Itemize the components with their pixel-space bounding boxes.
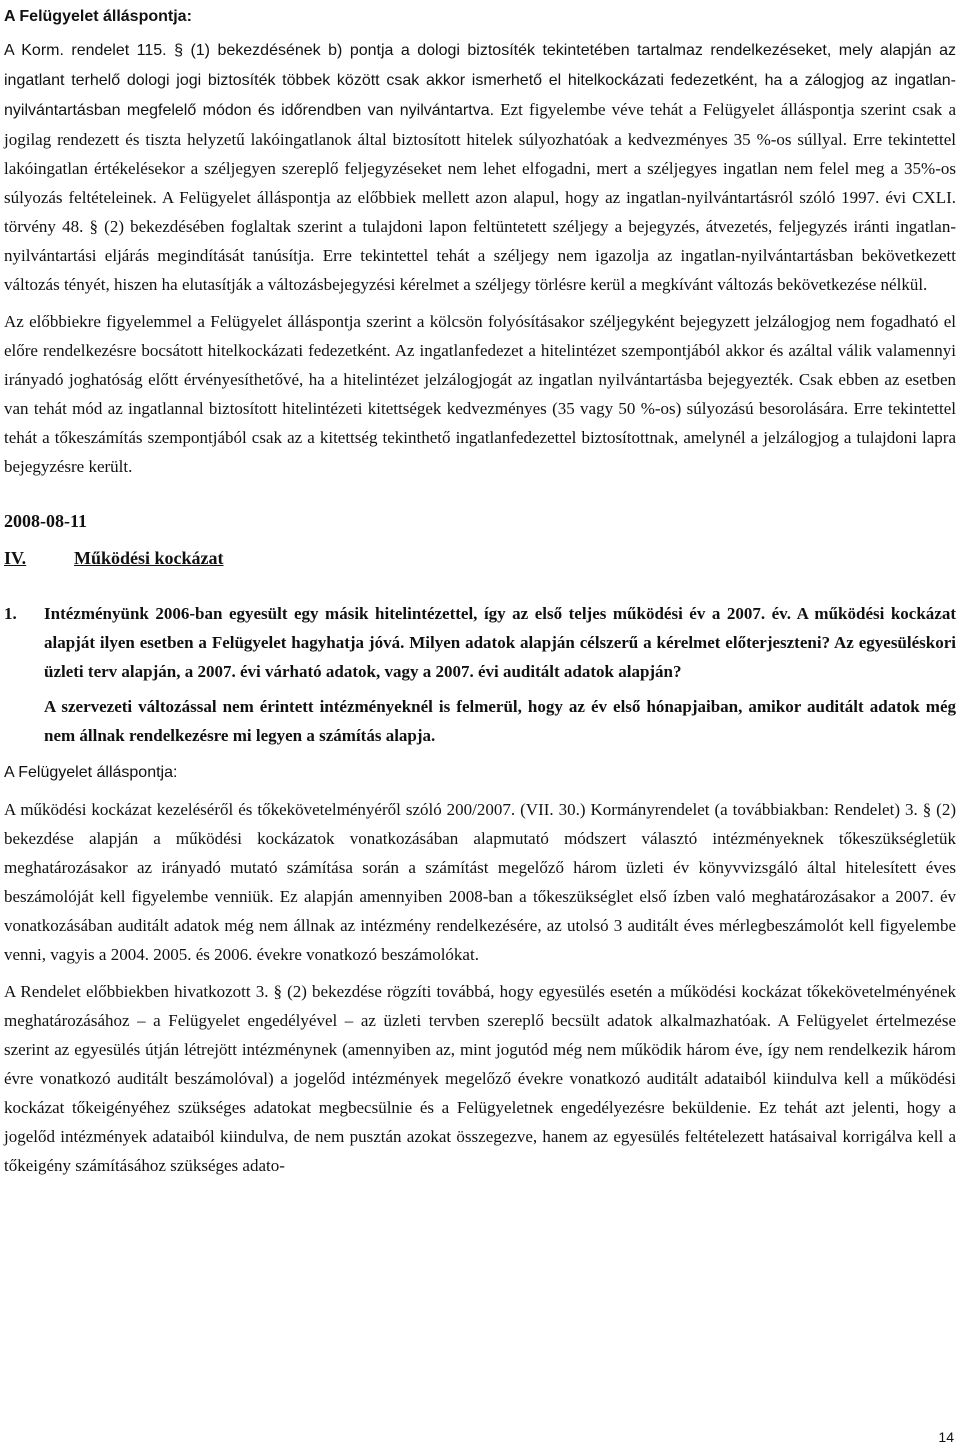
paragraph-collateral-rules-intro: A Korm. rendelet 115. § (1) bekezdésének b) pontja a dologi biztosíték tekintetében tartalmaz rendelkezéseket, mely alapján az ingatlant terhelő dologi jogi biztosíték többek között csak akkor ismerhető el hitelkockázati fedezetként, ha a zálogjog az ingatlan-nyilvántartásban megfelelő módon és időrendben van nyilvántartva. xyxy=(4,42,956,119)
section-number: IV. xyxy=(4,548,27,568)
section-title-text: Működési kockázat xyxy=(74,548,224,568)
paragraph-operational-risk-basis: A működési kockázat kezeléséről és tőkekövetelményéről szóló 200/2007. (VII. 30.) Kormányrendelet (a továbbiakban: Rendelet) 3. § (2) bekezdése alapján a működési kockázatok vonatkozásában alapmutató módszert választó intézményeknek tőkeszükségletük meghatározásakor az irányadó mutató számítása során a számítást megelőző három üzleti év könyvvizsgáló által hitelesített éves beszámolóját kell figyelembe venniük. Ez alapján amennyiben 2008-ban a tőkeszükséglet első ízben való meghatározásakor a 2007. év vonatkozásában auditált adatok még nem állnak az intézmény rendelkezésére, az utolsó 3 auditált éves mérlegbeszámolót kell figyelembe venni, vagyis a 2004. 2005. és 2006. évekre vonatkozó beszámolókat. xyxy=(4,800,956,964)
page-number: 14 xyxy=(938,1429,954,1445)
paragraph-collateral-rules-body: Ezt figyelembe véve tehát a Felügyelet álláspontja szerint csak a jogilag rendezett és tiszta helyzetű lakóingatlanok által biztosított hitelek súlyozhatóak a kedvezményes 35 %-os súllyal. Erre tekintettel lakóingatlan értékelésekor a széljegyen szereplő feljegyzéseket nem lehet elfogadni, mert a széljegyes ingatlan nem felel meg a 35%-os súlyozás feltételeinek. A Felügyelet álláspontja az előbbiek mellett azon alapul, hogy az ingatlan-nyilvántartásról szóló 1997. évi CXLI. törvény 48. § (2) bekezdésében foglaltak szerint a tulajdoni lapon feltüntetett széljegy a bejegyzés, átvezetés, feljegyzés iránti ingatlan-nyilvántartási eljárás megindítását tanúsítja. Erre tekintettel tehát a széljegy nem igazolja az ingatlan-nyilvántartásban bekövetkezett változás tényét, hiszen ha elutasítják a változásbejegyzési kérelmet a széljegy törlésre kerül a megkívánt változás bekövetkezése nélkül. xyxy=(4,100,957,294)
section-heading-supervisory-position-2: A Felügyelet álláspontja: xyxy=(4,764,178,781)
paragraph-merger-estimates: A Rendelet előbbiekben hivatkozott 3. § (2) bekezdése rögzíti továbbá, hogy egyesülés esetén a működési kockázat tőkekövetelményének meghatározásához – a Felügyelet engedélyével – az üzleti tervben szereplő becsült adatok alkalmazhatóak. A Felügyelet értelmezése szerint az egyesülés útján létrejött intézménynek (amennyiben az, mint jogutód még nem működik három éve, így nem rendelkezik három évre vonatkozó auditált beszámolóval) a jogelőd intézmények megelőző évekre vonatkozó auditált adataiból kiindulva kell a működési kockázat tőkeigényéhez szükséges adatokat megbecsülnie és a Felügyeletnek engedélyezésre beküldenie. Ez tehát azt jelenti, hogy a jogelőd intézmények adataiból kiindulva, de nem pusztán azokat összegezve, hanem az egyesülés feltételezett hatásaival korrigálva kell a tőkeigény számításához szükséges adato- xyxy=(4,982,956,1175)
section-heading-supervisory-position: A Felügyelet álláspontja: xyxy=(4,8,192,25)
list-item-question-text: Intézményünk 2006-ban egyesült egy másik hitelintézettel, így az első teljes működési év a 2007. év. A működési kockázat alapját ilyen esetben a Felügyelet hagyhatja jóvá. Milyen adatok alapján célszerű a kérelmet előterjeszteni? Az egyesüléskori üzleti terv alapján, a 2007. évi várható adatok, vagy a 2007. évi auditált adatok alapján? xyxy=(44,604,956,681)
list-item-followup-text: A szervezeti változással nem érintett intézményeknél is felmerül, hogy az év első hónapjaiban, amikor auditált adatok még nem állnak rendelkezésre mi legyen a számítás alapja. xyxy=(44,697,956,745)
paragraph-mortgage-coverage: Az előbbiekre figyelemmel a Felügyelet álláspontja szerint a kölcsön folyósításakor széljegyként bejegyzett jelzálogjog nem fogadható el előre rendelkezésre bocsátott hitelkockázati fedezetként. Az ingatlanfedezet a hitelintézet szempontjából akkor és azáltal válik valamennyi irányadó joghatóság előtt érvényesíthetővé, ha a hitelintézet jelzálogjogát az ingatlan nyilvántartásba bejegyezték. Csak ebben az esetben van tehát mód az ingatlannal biztosított hitelintézeti kitettségek kedvezményes (35 vagy 50 %-os) súlyozású besorolására. Erre tekintettel tehát a tőkeszámítás szempontjából csak az a kitettség tekinthető ingatlanfedezettel biztosítottnak, amelynél a jelzálogjog a tulajdoni lapra bejegyzésre került. xyxy=(4,312,956,476)
document-date: 2008-08-11 xyxy=(4,511,87,531)
page-content xyxy=(4,2,956,1180)
section-title-operational-risk xyxy=(4,544,956,573)
paragraph-collateral-rules xyxy=(4,35,956,299)
list-item-marker: 1. xyxy=(4,604,17,623)
list-item-question-1 xyxy=(4,599,956,686)
